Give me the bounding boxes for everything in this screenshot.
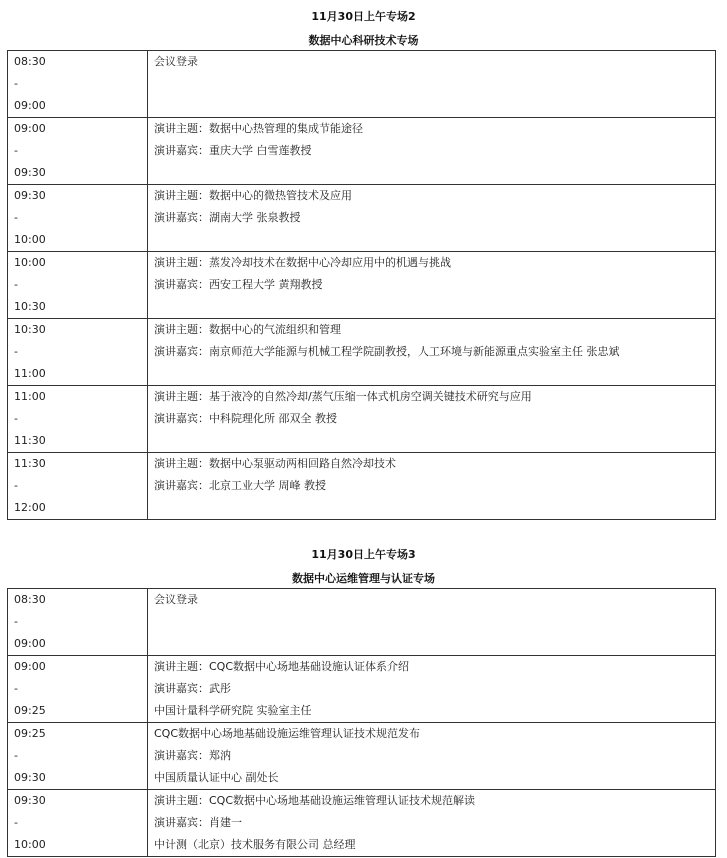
end-time: 11:00 [14,367,46,380]
start-time: 09:30 [14,794,46,807]
start-time: 11:30 [14,457,46,470]
time-separator: - [14,211,18,224]
time-separator: - [14,77,18,90]
end-time: 10:30 [14,300,46,313]
time-cell [8,656,148,723]
talk-detail-line: 演讲嘉宾：重庆大学 白雪莲教授 [154,144,312,157]
time-cell [8,453,148,520]
talk-detail-line: 演讲主题：CQC数据中心场地基础设施运维管理认证技术规范解读 [154,794,476,807]
talk-detail-line: 演讲主题：CQC数据中心场地基础设施认证体系介绍 [154,660,410,673]
talk-detail-line: 演讲主题：数据中心的微热管技术及应用 [154,189,352,202]
talk-details-cell [148,118,716,185]
start-time: 09:00 [14,660,46,673]
start-time: 10:00 [14,256,46,269]
schedule-row [8,790,716,857]
schedule-row [8,51,716,118]
talk-detail-line: 演讲嘉宾：郑汭 [154,749,231,762]
end-time: 09:00 [14,637,46,650]
end-time: 11:30 [14,434,46,447]
time-separator: - [14,144,18,157]
talk-details-cell [148,386,716,453]
schedule-row [8,589,716,656]
time-cell [8,51,148,118]
talk-detail-line: 演讲主题：数据中心泵驱动两相回路自然冷却技术 [154,457,396,470]
end-time: 09:30 [14,771,46,784]
talk-detail-line: 中国质量认证中心 副处长 [154,771,279,784]
start-time: 08:30 [14,55,46,68]
time-separator: - [14,615,18,628]
time-cell [8,185,148,252]
talk-details-cell [148,656,716,723]
time-cell [8,790,148,857]
talk-detail-line: 演讲嘉宾：中科院理化所 邵双全 教授 [154,412,337,425]
talk-detail-line: 演讲嘉宾：北京工业大学 周峰 教授 [154,479,326,492]
time-cell [8,386,148,453]
talk-detail-line: 演讲嘉宾：南京师范大学能源与机械工程学院副教授，人工环境与新能源重点实验室主任 张忠斌 [154,345,620,358]
session3-subtitle: 数据中心运维管理与认证专场 [292,572,435,585]
schedule-row [8,118,716,185]
time-separator: - [14,682,18,695]
talk-details-cell [148,51,716,118]
schedule-row [8,319,716,386]
talk-details-cell [148,723,716,790]
talk-detail-line: 中计测（北京）技术服务有限公司 总经理 [154,838,356,851]
time-cell [8,589,148,656]
start-time: 11:00 [14,390,46,403]
end-time: 10:00 [14,233,46,246]
talk-details-cell [148,453,716,520]
talk-detail-line: 演讲嘉宾：肖建一 [154,816,242,829]
talk-details-cell [148,252,716,319]
start-time: 08:30 [14,593,46,606]
talk-detail-line: 中国计量科学研究院 实验室主任 [154,704,312,717]
schedule-row [8,656,716,723]
talk-detail-line: 演讲嘉宾：西安工程大学 黄翔教授 [154,278,323,291]
time-separator: - [14,345,18,358]
talk-detail-line: 会议登录 [154,593,198,606]
schedule-row [8,723,716,790]
session2-subtitle: 数据中心科研技术专场 [308,34,419,47]
schedule-row [8,185,716,252]
talk-details-cell [148,319,716,386]
end-time: 09:25 [14,704,46,717]
talk-detail-line: CQC数据中心场地基础设施运维管理认证技术规范发布 [154,727,421,740]
end-time: 09:30 [14,166,46,179]
end-time: 12:00 [14,501,46,514]
talk-detail-line: 演讲主题：蒸发冷却技术在数据中心冷却应用中的机遇与挑战 [154,256,451,269]
time-separator: - [14,278,18,291]
talk-details-cell [148,790,716,857]
time-separator: - [14,816,18,829]
talk-detail-line: 演讲主题：数据中心的气流组织和管理 [154,323,341,336]
talk-details-cell [148,589,716,656]
talk-details-cell [148,185,716,252]
end-time: 10:00 [14,838,46,851]
start-time: 10:30 [14,323,46,336]
time-cell [8,319,148,386]
schedule-row [8,453,716,520]
talk-detail-line: 演讲嘉宾：湖南大学 张泉教授 [154,211,301,224]
time-cell [8,723,148,790]
talk-detail-line: 演讲主题：基于液冷的自然冷却/蒸气压缩一体式机房空调关键技术研究与应用 [154,390,532,403]
time-separator: - [14,749,18,762]
talk-detail-line: 演讲主题：数据中心热管理的集成节能途径 [154,122,363,135]
session3-title: 11月30日上午专场3 [311,548,416,561]
time-separator: - [14,479,18,492]
start-time: 09:25 [14,727,46,740]
start-time: 09:00 [14,122,46,135]
time-cell [8,252,148,319]
start-time: 09:30 [14,189,46,202]
time-separator: - [14,412,18,425]
session2-title: 11月30日上午专场2 [311,10,416,23]
schedule-row [8,252,716,319]
time-cell [8,118,148,185]
end-time: 09:00 [14,99,46,112]
session2-schedule-table [7,50,716,520]
talk-detail-line: 会议登录 [154,55,198,68]
talk-detail-line: 演讲嘉宾：武彤 [154,682,231,695]
schedule-row [8,386,716,453]
session3-schedule-table [7,588,716,857]
